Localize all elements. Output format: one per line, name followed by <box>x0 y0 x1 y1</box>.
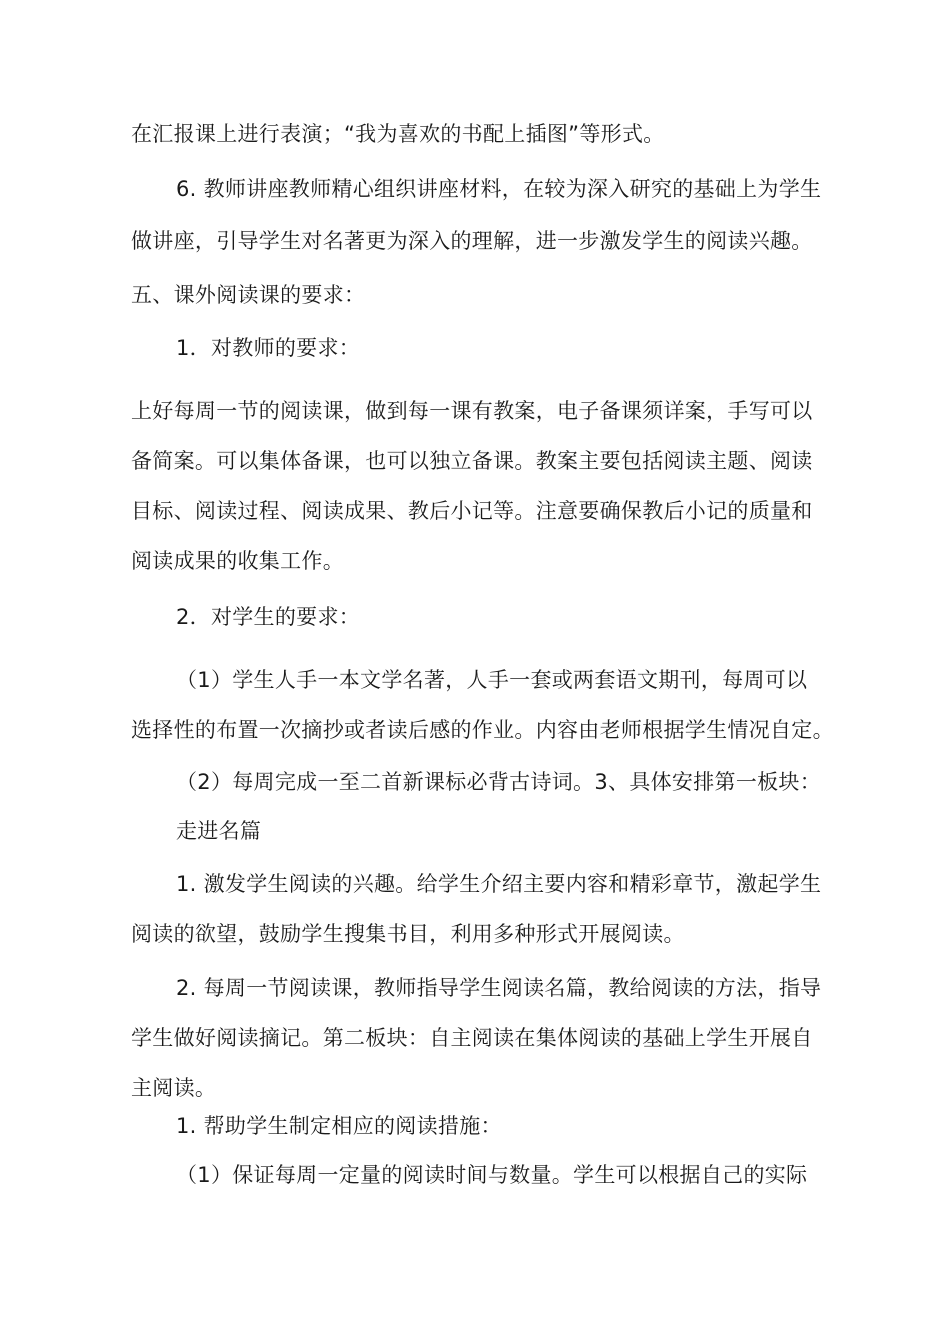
text-line: 备简案。可以集体备课，也可以独立备课。教案主要包括阅读主题、阅读 <box>131 449 813 473</box>
text-line: （1）保证每周一定量的阅读时间与数量。学生可以根据自己的实际 <box>176 1163 808 1187</box>
text-line: 1. 激发学生阅读的兴趣。给学生介绍主要内容和精彩章节，激起学生 <box>176 872 822 896</box>
text-line: （2）每周完成一至二首新课标必背古诗词。3、具体安排第一板块： <box>176 770 822 794</box>
subheading: 2．对学生的要求： <box>176 605 361 629</box>
text-line: 走进名篇 <box>176 819 262 843</box>
text-line: 2. 每周一节阅读课，教师指导学生阅读名篇，教给阅读的方法，指导 <box>176 976 822 1000</box>
text-line: 主阅读。 <box>131 1076 217 1100</box>
text-line: 选择性的布置一次摘抄或者读后感的作业。内容由老师根据学生情况自定。 <box>131 718 834 742</box>
text-line: 阅读的欲望，鼓励学生搜集书目，利用多种形式开展阅读。 <box>131 922 685 946</box>
subheading: 1．对教师的要求： <box>176 336 361 360</box>
text-line: 在汇报课上进行表演；“我为喜欢的书配上插图”等形式。 <box>131 122 665 146</box>
text-line: 做讲座，引导学生对名著更为深入的理解，进一步激发学生的阅读兴趣。 <box>131 229 813 253</box>
text-line: 学生做好阅读摘记。第二板块：自主阅读在集体阅读的基础上学生开展自 <box>131 1026 813 1050</box>
text-line: 目标、阅读过程、阅读成果、教后小记等。注意要确保教后小记的质量和 <box>131 499 813 523</box>
section-heading: 五、课外阅读课的要求： <box>131 283 366 307</box>
text-line: （1）学生人手一本文学名著，人手一套或两套语文期刊，每周可以 <box>176 668 808 692</box>
text-line: 上好每周一节的阅读课，做到每一课有教案，电子备课须详案，手写可以 <box>131 399 813 423</box>
text-line: 1. 帮助学生制定相应的阅读措施： <box>176 1114 502 1138</box>
text-line: 阅读成果的收集工作。 <box>131 549 344 573</box>
text-line: 6. 教师讲座教师精心组织讲座材料，在较为深入研究的基础上为学生 <box>176 177 822 201</box>
